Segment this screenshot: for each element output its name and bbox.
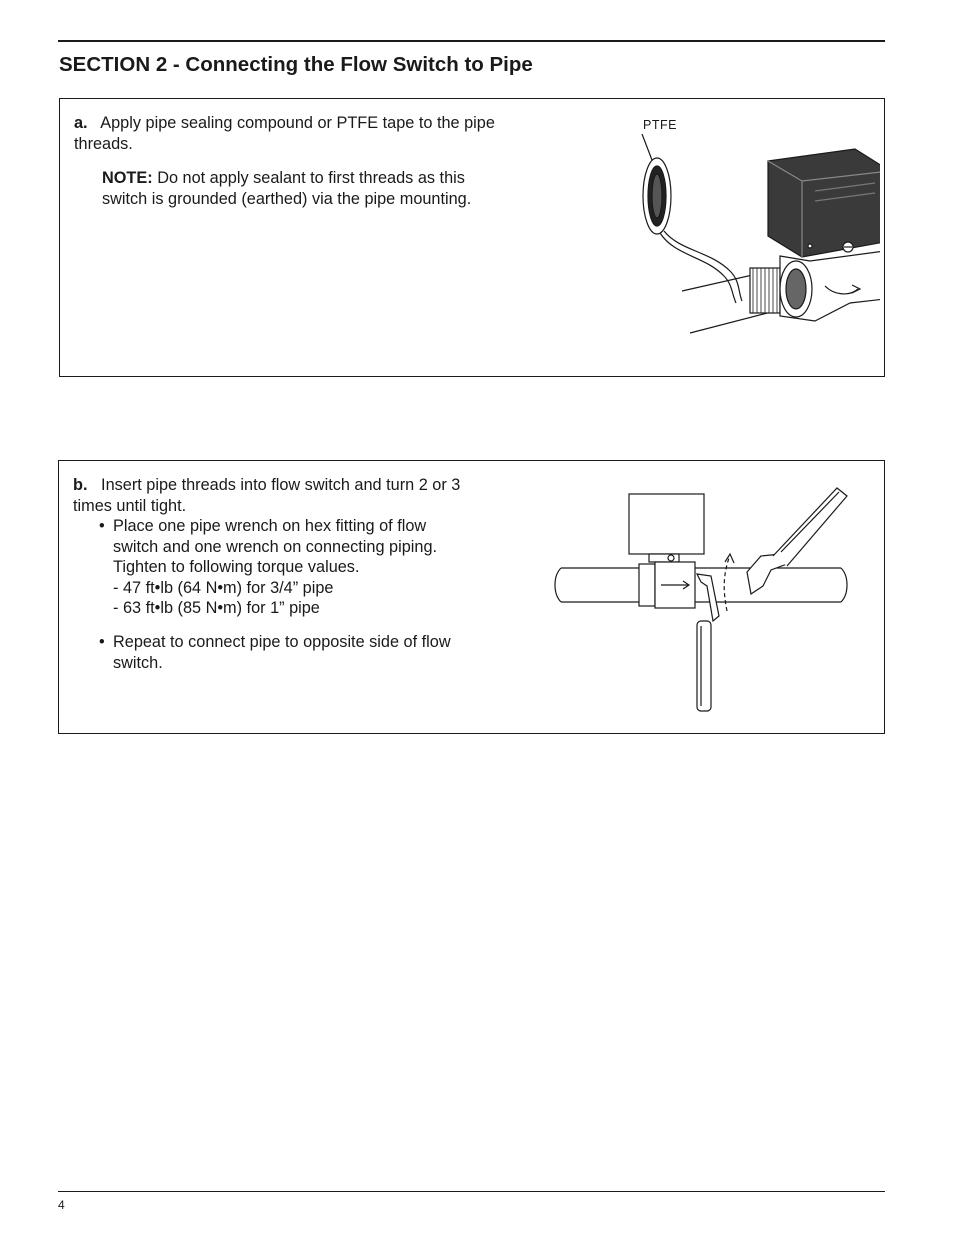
pipe-wrench-illustration [551, 486, 851, 716]
bullet-icon: • [99, 633, 105, 651]
list-item [99, 516, 459, 578]
torque-value-1: - 47 ft•lb (64 N•m) for 3/4” pipe [113, 578, 334, 597]
step-b-text: Insert pipe threads into flow switch and turn 2 or 3 times until tight. [73, 476, 461, 515]
step-a-note [102, 168, 502, 209]
bullet-2-text: Repeat to connect pipe to opposite side of flow switch. [113, 633, 451, 672]
step-b-bullet-list [99, 516, 459, 619]
step-a-panel [59, 98, 885, 377]
list-item [99, 632, 459, 673]
step-b-marker: b. [73, 476, 88, 494]
step-a-text: Apply pipe sealing compound or PTFE tape to the pipe threads. [74, 114, 495, 153]
bullet-1-text: Place one pipe wrench on hex fitting of flow switch and one wrench on connecting piping. Tighten to following torque values. [113, 517, 438, 576]
torque-value-2: - 63 ft•lb (85 N•m) for 1” pipe [113, 599, 320, 617]
ptfe-tape-illustration [620, 111, 880, 336]
step-b-instruction [73, 475, 463, 516]
ptfe-label: PTFE [643, 118, 677, 132]
note-text: Do not apply sealant to first threads as this switch is grounded (earthed) via the pipe mounting. [102, 169, 472, 208]
step-a-marker: a. [74, 114, 88, 132]
page-number: 4 [58, 1198, 65, 1212]
footer-rule [58, 1191, 885, 1192]
bullet-icon: • [99, 517, 105, 535]
step-b-panel [58, 460, 885, 734]
step-b-bullet-2 [99, 632, 459, 673]
step-a-instruction [74, 113, 504, 154]
section-title: SECTION 2 - Connecting the Flow Switch to Pipe [59, 53, 533, 76]
note-label: NOTE: [102, 169, 153, 187]
top-rule [58, 40, 885, 42]
